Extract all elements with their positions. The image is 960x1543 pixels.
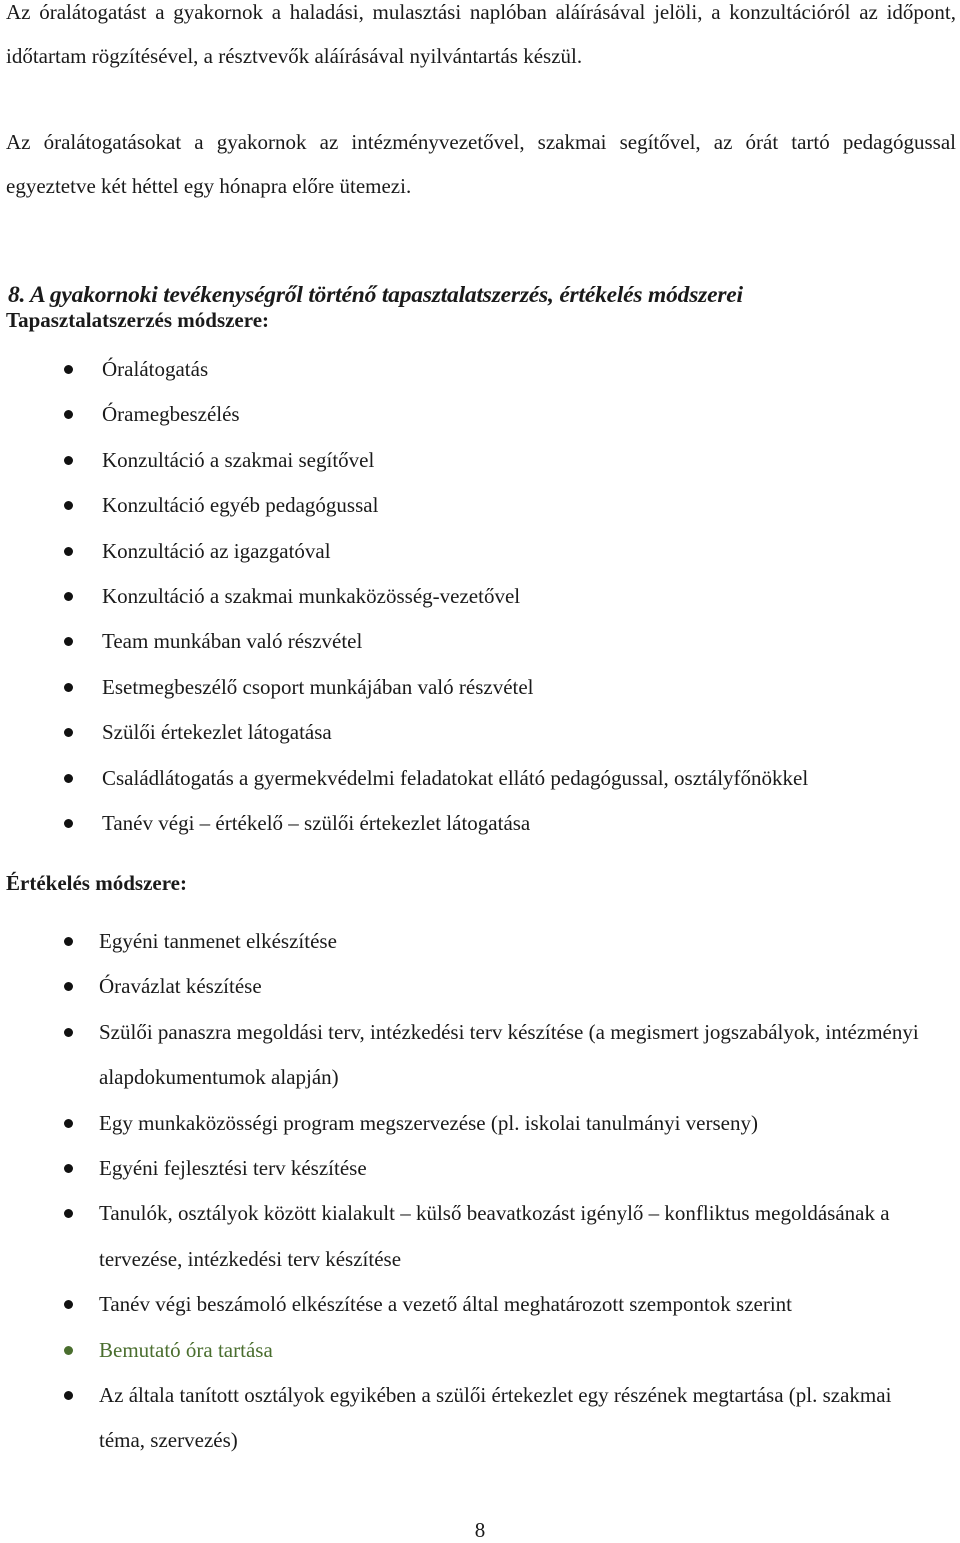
list-item-text: Szülői értekezlet látogatása <box>102 720 332 745</box>
list-item <box>58 438 958 483</box>
list-item-text: Team munkában való részvétel <box>102 629 363 654</box>
bullet-icon <box>64 1391 73 1400</box>
evaluation-methods-list <box>58 919 938 1464</box>
list-item <box>58 574 958 619</box>
bullet-icon <box>64 1300 73 1309</box>
list-item-text: Óralátogatás <box>102 357 209 381</box>
list-item <box>58 801 958 846</box>
page-number: 8 <box>474 1518 486 1542</box>
list-item-highlighted <box>58 1328 938 1373</box>
list-item-text: Egy munkaközösségi program megszervezése (pl. iskolai tanulmányi verseny) <box>99 1110 758 1135</box>
list-item <box>58 964 938 1009</box>
list-item <box>58 919 938 964</box>
bullet-icon <box>64 774 73 783</box>
bullet-icon <box>64 1209 73 1218</box>
bullet-icon <box>64 728 73 737</box>
bullet-icon <box>64 1119 73 1128</box>
intro-paragraph-2: Az óralátogatásokat a gyakornok az intézményvezetővel, szakmai segítővel, az órát tartó pedagógussal egyeztetve két héttel egy hónapra előre ütemezi. <box>6 130 956 198</box>
bullet-icon <box>64 547 73 556</box>
list-item-text: Óravázlat készítése <box>99 974 262 999</box>
bullet-icon <box>64 1028 73 1037</box>
list-item-text: Konzultáció egyéb pedagógussal <box>102 493 379 518</box>
list-item <box>58 1010 938 1101</box>
list-item-text: Konzultáció az igazgatóval <box>102 538 331 563</box>
list-item-text: Tanulók, osztályok között kialakult – külső beavatkozást igénylő – konfliktus megoldásának a tervezése, intézkedési terv készítése <box>99 1201 890 1271</box>
bullet-icon <box>64 1164 73 1173</box>
experience-methods-list <box>58 347 958 846</box>
bullet-icon <box>64 365 73 374</box>
bullet-icon <box>64 456 73 465</box>
list-item-text: Egyéni tanmenet elkészítése <box>99 929 337 953</box>
bullet-icon <box>64 819 73 828</box>
list-item <box>58 665 958 710</box>
list-item-text: Esetmegbeszélő csoport munkájában való részvétel <box>102 674 534 699</box>
list-item <box>58 619 958 664</box>
list-item-text: Egyéni fejlesztési terv készítése <box>99 1156 367 1181</box>
evaluation-methods-title: Értékelés módszere: <box>6 871 187 895</box>
bullet-icon <box>64 937 73 946</box>
bullet-icon <box>64 501 73 510</box>
list-item <box>58 1282 938 1327</box>
section-heading: 8. A gyakornoki tevékenységről történő tapasztalatszerzés, értékelés módszerei <box>8 282 743 308</box>
list-item <box>58 529 958 574</box>
list-item <box>58 483 958 528</box>
list-item <box>58 1146 938 1191</box>
list-item <box>58 1191 938 1282</box>
experience-methods-title: Tapasztalatszerzés módszere: <box>6 308 270 332</box>
list-item-text: Az általa tanított osztályok egyikében a szülői értekezlet egy részének megtartása (pl. szakmai téma, szervezés) <box>99 1383 892 1453</box>
bullet-icon <box>64 982 73 991</box>
intro-paragraph-1: Az óralátogatást a gyakornok a haladási, mulasztási naplóban aláírásával jelöli, a konzultációról az időpont, időtartam rögzítésével, a résztvevők aláírásával nyilvántartás készül. <box>6 0 956 68</box>
list-item-text: Bemutató óra tartása <box>99 1337 273 1362</box>
list-item-text: Szülői panaszra megoldási terv, intézkedési terv készítése (a megismert jogszabályok, intézményi alapdokumentumok alapján) <box>99 1019 919 1090</box>
list-item-text: Tanév végi – értékelő – szülői értekezlet látogatása <box>102 811 531 836</box>
list-item <box>58 756 958 801</box>
list-item <box>58 710 958 755</box>
bullet-icon <box>64 683 73 692</box>
bullet-icon <box>64 592 73 601</box>
list-item-text: Óramegbeszélés <box>102 402 240 427</box>
list-item <box>58 392 958 437</box>
list-item-text: Konzultáció a szakmai segítővel <box>102 447 375 472</box>
list-item-text: Konzultáció a szakmai munkaközösség-vezetővel <box>102 584 521 609</box>
list-item-text: Családlátogatás a gyermekvédelmi feladatokat ellátó pedagógussal, osztályfőnökkel <box>102 765 809 790</box>
list-item <box>58 1373 938 1464</box>
list-item-text: Tanév végi beszámoló elkészítése a vezető által meghatározott szempontok szerint <box>99 1292 792 1317</box>
bullet-icon <box>64 637 73 646</box>
bullet-icon <box>64 410 73 419</box>
bullet-icon <box>64 1346 73 1355</box>
list-item <box>58 347 958 392</box>
list-item <box>58 1101 938 1146</box>
